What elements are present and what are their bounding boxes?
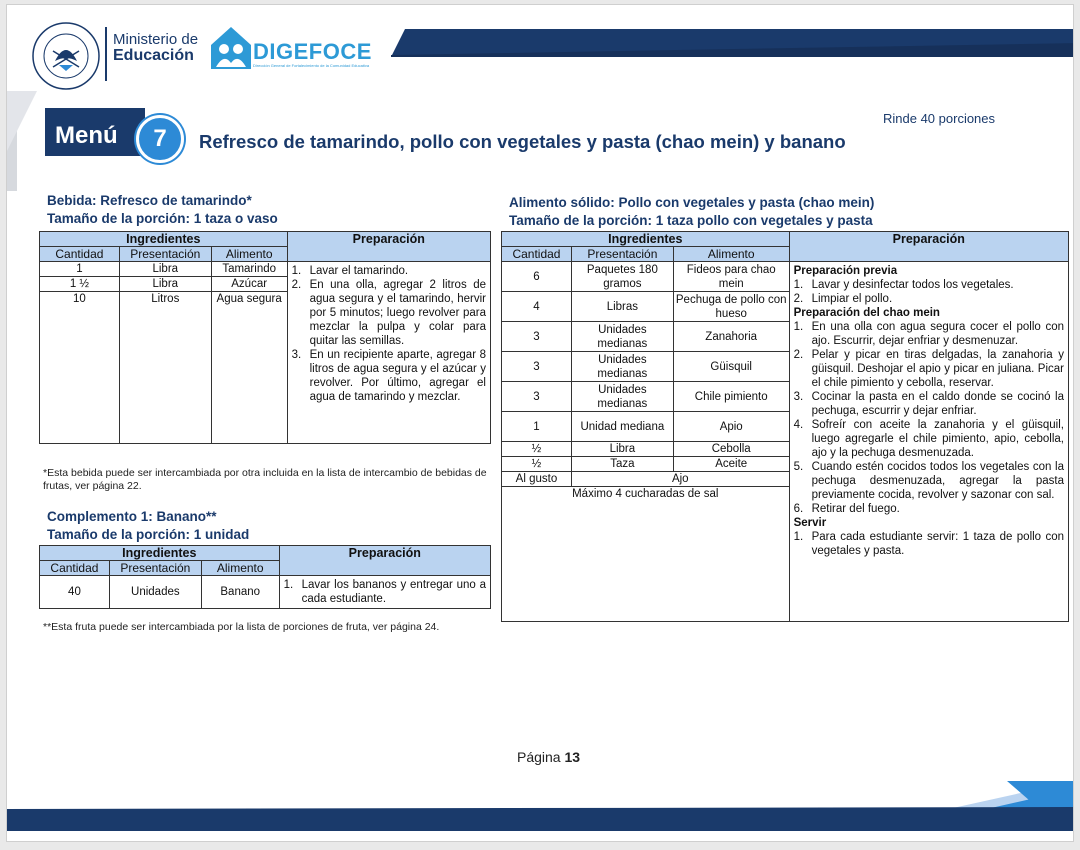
presentacion-cell: Paquetes 180 gramos: [571, 262, 673, 292]
alimento-header: Alimento: [211, 247, 287, 262]
presentacion-cell: Libra: [119, 262, 211, 277]
preparacion-header: Preparación: [279, 546, 490, 576]
guatemala-seal-icon: [31, 21, 101, 91]
prep-step: 6. Retirar del fuego.: [793, 503, 900, 515]
alimento-cell: Zanahoria: [673, 322, 789, 352]
prep-step: 1. Lavar y desinfectar todos los vegetales.: [793, 279, 1014, 291]
presentacion-cell: Libra: [571, 442, 673, 457]
bebida-heading: Bebida: Refresco de tamarindo*: [47, 193, 252, 208]
complemento-table: [39, 545, 491, 609]
cantidad-cell: 40: [40, 576, 110, 609]
solido-preparation: [789, 262, 1068, 622]
alimento-cell: Pechuga de pollo con hueso: [673, 292, 789, 322]
prep-step: 3. Cocinar la pasta en el caldo donde se cocinó la pechuga, escurrir y dejar enfriar.: [793, 391, 1064, 417]
prep-step: 2. En una olla, agregar 2 litros de agua segura y el tamarindo, hervir por 5 minutos; luego revolver para mezclar la pulpa y colar para quitar las semillas.: [291, 279, 486, 347]
presentacion-header: Presentación: [119, 247, 211, 262]
servings-label: Rinde 40 porciones: [883, 111, 996, 126]
header-band: [391, 29, 1074, 57]
cantidad-cell: 1: [40, 262, 120, 277]
prep-step: 2. Pelar y picar en tiras delgadas, la zanahoria y güisquil. Deshojar el apio y picar en juliana. Picar el chile pimiento y cebolla, reservar.: [793, 349, 1064, 389]
ministry-line-2: Educación: [113, 47, 194, 64]
alimento-cell: Banano: [201, 576, 279, 609]
cantidad-cell: ½: [502, 457, 572, 472]
solido-table: [501, 231, 1069, 622]
alimento-cell: Azúcar: [211, 277, 287, 292]
alimento-cell: Güisquil: [673, 352, 789, 382]
presentacion-header: Presentación: [571, 247, 673, 262]
footer-band: [7, 781, 1074, 842]
solido-portion: Tamaño de la porción: 1 taza pollo con vegetales y pasta: [509, 213, 873, 228]
bebida-portion: Tamaño de la porción: 1 taza o vaso: [47, 211, 278, 226]
digeforce-subtitle: Dirección General de Fortalecimiento de la Comunidad Educativa: [253, 63, 370, 68]
prep-step: 1. En una olla con agua segura cocer el pollo con ajo. Escurrir, dejar enfriar y desmenuzar.: [793, 321, 1064, 347]
presentacion-header: Presentación: [109, 561, 201, 576]
cantidad-cell: 10: [40, 292, 120, 444]
cantidad-cell: 3: [502, 382, 572, 412]
preparacion-header: Preparación: [789, 232, 1068, 262]
presentacion-cell: Unidades medianas: [571, 322, 673, 352]
ingredientes-header: Ingredientes: [40, 546, 280, 561]
digeforce-house-icon: [207, 23, 255, 73]
prep-step: 1. Lavar los bananos y entregar uno a cada estudiante.: [283, 579, 486, 605]
alimento-cell: Chile pimiento: [673, 382, 789, 412]
presentacion-cell: Unidad mediana: [571, 412, 673, 442]
presentacion-cell: Unidades: [109, 576, 201, 609]
presentacion-cell: Libra: [119, 277, 211, 292]
ministry-line-1: Ministerio de: [113, 31, 199, 48]
prev-heading: Preparación previa: [793, 265, 898, 277]
cantidad-header: Cantidad: [40, 247, 120, 262]
alimento-header: Alimento: [201, 561, 279, 576]
empty-cell: [502, 501, 790, 621]
presentacion-cell: Unidades medianas: [571, 352, 673, 382]
cantidad-cell: ½: [502, 442, 572, 457]
prep-step: 4. Sofreír con aceite la zanahoria y el güisquil, luego agregarle el chile pimiento, apio, cebolla, ajo y la pechuga desmenuzada.: [793, 419, 1064, 459]
logo-separator: [105, 27, 107, 81]
prep-step: 5. Cuando estén cocidos todos los vegetales con la pechuga desmenuzada, agregar la pasta previamente cocida, revolver y sazonar con sal.: [793, 461, 1064, 501]
prep-step: 2. Limpiar el pollo.: [793, 293, 893, 305]
cantidad-cell: 3: [502, 322, 572, 352]
menu-label: Menú: [55, 122, 118, 149]
cantidad-header: Cantidad: [40, 561, 110, 576]
alimento-cell: Tamarindo: [211, 262, 287, 277]
bebida-footnote: *Esta bebida puede ser intercambiada por otra incluida en la lista de intercambio de bebidas de frutas, ver página 22.: [43, 467, 487, 492]
cantidad-cell: 1 ½: [40, 277, 120, 292]
solido-heading: Alimento sólido: Pollo con vegetales y pasta (chao mein): [509, 195, 875, 210]
cantidad-cell: 6: [502, 262, 572, 292]
alimento-cell: Agua segura: [211, 292, 287, 444]
document-page: [6, 4, 1074, 842]
alimento-cell: Fideos para chao mein: [673, 262, 789, 292]
prep-step: 1. Para cada estudiante servir: 1 taza de pollo con vegetales y pasta.: [793, 531, 1064, 557]
complemento-portion: Tamaño de la porción: 1 unidad: [47, 527, 250, 542]
table-row: [40, 576, 491, 609]
cantidad-cell: Al gusto: [502, 472, 572, 487]
presentacion-cell: Unidades medianas: [571, 382, 673, 412]
salt-cell: Máximo 4 cucharadas de sal: [502, 487, 790, 502]
menu-number-badge: 7: [136, 115, 184, 163]
prep-step: 1. Lavar el tamarindo.: [291, 265, 409, 277]
preparacion-header: Preparación: [287, 232, 490, 262]
presentacion-cell: Libras: [571, 292, 673, 322]
ingredientes-header: Ingredientes: [502, 232, 790, 247]
alimento-cell: Apio: [673, 412, 789, 442]
presentacion-cell: Taza: [571, 457, 673, 472]
cantidad-cell: 3: [502, 352, 572, 382]
alimento-cell: Ajo: [571, 472, 789, 487]
complemento-footnote: **Esta fruta puede ser intercambiada por la lista de porciones de fruta, ver página 24.: [43, 621, 440, 633]
bebida-preparation: [287, 262, 490, 444]
presentacion-cell: Litros: [119, 292, 211, 444]
alimento-header: Alimento: [673, 247, 789, 262]
menu-title: Refresco de tamarindo, pollo con vegetales y pasta (chao mein) y banano: [199, 131, 846, 152]
table-row: [502, 262, 1069, 292]
chao-heading: Preparación del chao mein: [793, 307, 940, 319]
cantidad-cell: 4: [502, 292, 572, 322]
alimento-cell: Aceite: [673, 457, 789, 472]
ingredientes-header: Ingredientes: [40, 232, 288, 247]
alimento-cell: Cebolla: [673, 442, 789, 457]
complemento-preparation: [279, 576, 490, 609]
cantidad-cell: 1: [502, 412, 572, 442]
complemento-heading: Complemento 1: Banano**: [47, 509, 217, 524]
cantidad-header: Cantidad: [502, 247, 572, 262]
prep-step: 3. En un recipiente aparte, agregar 8 litros de agua segura y el azúcar y revolver. Por último, agregar el agua de tamarindo y mezclar.: [291, 349, 486, 403]
digeforce-wordmark: DIGEFOCE: [253, 39, 372, 64]
table-row: [40, 262, 491, 277]
page-number: Página 13: [517, 749, 581, 765]
bebida-table: [39, 231, 491, 444]
servir-heading: Servir: [793, 517, 827, 529]
